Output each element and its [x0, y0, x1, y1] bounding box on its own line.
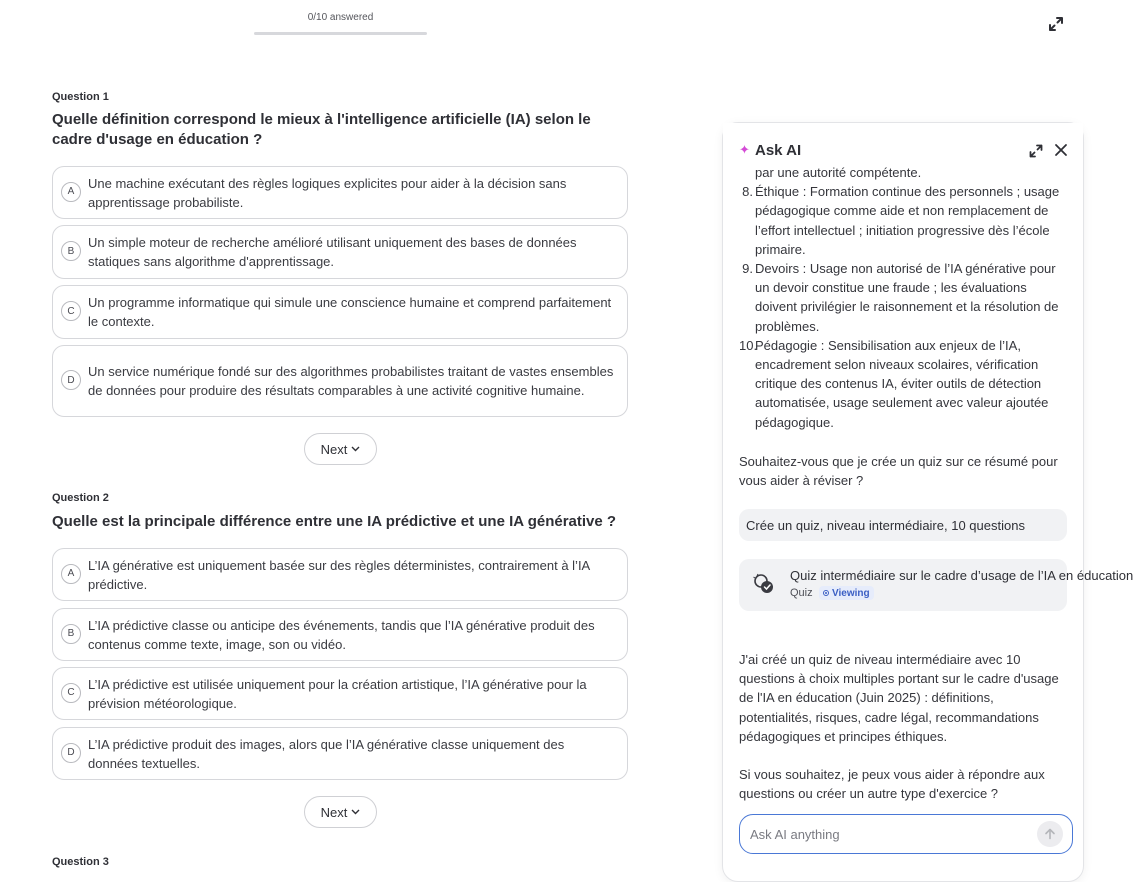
next-label: Next — [320, 441, 348, 457]
option-letter: A — [61, 564, 81, 584]
ai-response-text: J'ai créé un quiz de niveau intermédiaire avec 10 questions à choix multiples portant sur le cadre d'usage de l'IA en éducation (Juin 2025) : définitions, potentialités, risques, cadre légal, recommandations pédagogiques et principes éthiques. — [739, 652, 1059, 744]
arrow-up-icon — [1044, 828, 1056, 840]
ai-summary-list — [739, 163, 1069, 432]
user-message: Crée un quiz, niveau intermédiaire, 10 questions — [739, 509, 1067, 541]
eye-icon — [823, 590, 829, 596]
ai-followup-text: Si vous souhaitez, je peux vous aider à répondre aux questions ou créer un autre type d'exercice ? — [739, 767, 1045, 802]
quiz-card-title: Quiz intermédiaire sur le cadre d’usage de l’IA en éducation — [790, 568, 1133, 583]
question-2-option-b[interactable] — [52, 608, 628, 661]
option-text: Un service numérique fondé sur des algorithmes probabilistes traitant de vastes ensembles de données pour produire des résultats comparables à une activité cognitive humaine. — [88, 364, 614, 398]
question-3-label: Question 3 — [52, 856, 109, 868]
question-2-next-button[interactable] — [304, 796, 377, 828]
question-1-label: Question 1 — [52, 91, 109, 103]
expand-icon[interactable] — [1028, 143, 1044, 159]
chevron-down-icon — [351, 807, 360, 817]
question-1-option-d[interactable] — [52, 345, 628, 417]
ask-ai-input[interactable] — [739, 814, 1073, 854]
question-2-option-c[interactable] — [52, 667, 628, 720]
option-text: Une machine exécutant des règles logiques explicites pour aider à la décision sans apprentissage probabiliste. — [88, 175, 567, 210]
question-1-text: Quelle définition correspond le mieux à l'intelligence artificielle (IA) selon le cadre d'usage en éducation ? — [52, 111, 591, 148]
ai-panel-title: Ask AI — [755, 142, 802, 159]
next-label: Next — [320, 804, 348, 820]
option-text: L’IA prédictive est utilisée uniquement pour la création artistique, l’IA générative pour la prévision météorologique. — [88, 676, 587, 711]
option-letter: C — [61, 683, 81, 703]
question-2-text: Quelle est la principale différence entre une IA prédictive et une IA générative ? — [52, 513, 617, 530]
option-text: Un programme informatique qui simule une conscience humaine et comprend parfaitement le contexte. — [88, 295, 612, 329]
quiz-card[interactable] — [739, 559, 1133, 611]
send-button[interactable] — [1037, 821, 1063, 847]
option-letter: D — [61, 370, 81, 390]
option-letter: A — [61, 182, 81, 202]
option-text: L’IA prédictive classe ou anticipe des événements, tandis que l’IA générative produit des contenus comme texte, image, son ou vidéo. — [88, 617, 595, 652]
option-letter: B — [61, 241, 81, 261]
option-text: L’IA prédictive produit des images, alors que l’IA générative classe uniquement des données textuelles. — [88, 736, 565, 771]
viewing-badge: Viewing — [819, 586, 874, 600]
option-text: Un simple moteur de recherche amélioré utilisant uniquement des bases de données statiques sans algorithme d'apprentissage. — [88, 235, 577, 269]
close-icon[interactable] — [1053, 142, 1069, 158]
question-1-option-a[interactable] — [52, 166, 628, 219]
question-1-option-c[interactable] — [52, 285, 628, 339]
chevron-down-icon — [351, 444, 360, 454]
quiz-icon — [753, 573, 775, 595]
list-item: 8. Éthique : Formation continue des personnels ; usage pédagogique comme aide et non remplacement de l’effort intellectuel ; initiation progressive dès l’école primaire. — [742, 184, 1060, 257]
question-2-label: Question 2 — [52, 492, 109, 504]
list-item: par une autorité compétente. — [755, 165, 922, 180]
ask-ai-panel — [722, 122, 1133, 882]
progress-indicator — [254, 12, 427, 35]
expand-icon[interactable] — [1047, 15, 1065, 33]
progress-text: 0/10 answered — [307, 12, 374, 23]
list-item: 9. Devoirs : Usage non autorisé de l’IA générative pour un devoir constitue une fraude ; les évaluations doivent privilégier le raisonnement et la résolution de problèmes. — [742, 261, 1059, 334]
option-text: L’IA générative est uniquement basée sur des règles déterministes, contrairement à l’IA prédictive. — [88, 557, 590, 592]
ai-panel-header — [723, 123, 1083, 165]
ai-question-text: Souhaitez-vous que je crée un quiz sur ce résumé pour vous aider à réviser ? — [739, 454, 1058, 489]
quiz-card-type: Quiz — [790, 587, 813, 599]
progress-bar — [254, 32, 427, 35]
option-letter: B — [61, 624, 81, 644]
list-item: 10. Pédagogie : Sensibilisation aux enjeux de l’IA, encadrement selon niveaux scolaires, vérification critique des contenus IA, éviter outils de détection automatisée, usage seulement avec valeur ajoutée pédagogique. — [739, 337, 1049, 430]
option-letter: D — [61, 743, 81, 763]
question-2-option-a[interactable] — [52, 548, 628, 601]
question-1-option-b[interactable] — [52, 225, 628, 279]
option-letter: C — [61, 301, 81, 321]
question-1-next-button[interactable] — [304, 433, 377, 465]
sparkle-icon: ✦ — [739, 142, 750, 157]
question-2-option-d[interactable] — [52, 727, 628, 780]
